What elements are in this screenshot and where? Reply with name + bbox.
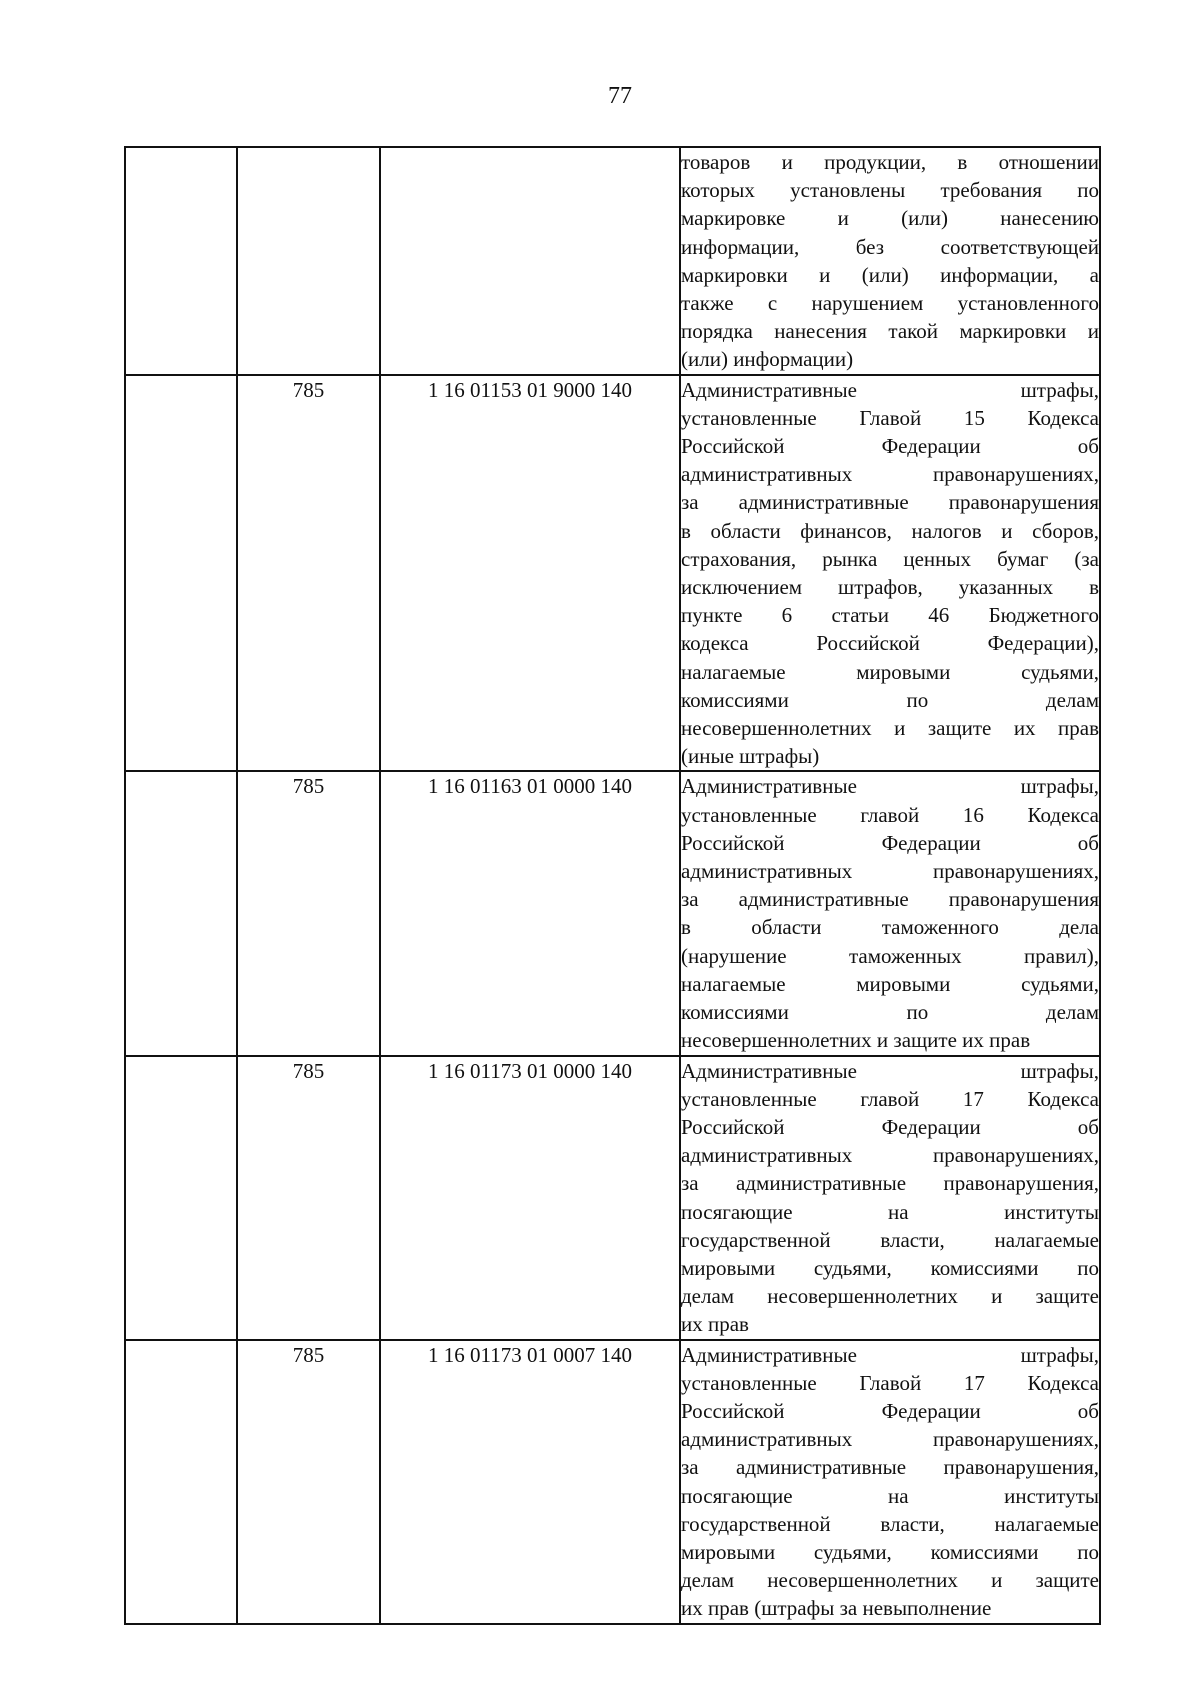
description-line: делам несовершеннолетних и защите — [681, 1568, 1099, 1593]
admin-code-cell: 785 — [237, 771, 380, 1055]
description-cell — [680, 771, 1100, 1055]
description-line: государственной власти, налагаемые — [681, 1227, 1099, 1252]
empty-cell — [125, 375, 237, 772]
description-line: мировыми судьями, комиссиями по — [681, 1539, 1099, 1564]
kbk-code-cell: 1 16 01173 01 0000 140 — [380, 1056, 680, 1340]
description-line: несовершеннолетних и защите их прав — [681, 1028, 1031, 1053]
description-line: маркировки и (или) информации, а — [681, 262, 1099, 287]
description-line: маркировке и (или) нанесению — [681, 206, 1099, 231]
description-line: за административные правонарушения — [681, 490, 1099, 515]
page-number: 77 — [608, 83, 632, 109]
description-line: за административные правонарушения, — [681, 1171, 1099, 1196]
description-line: комиссиями по делам — [681, 1000, 1099, 1025]
admin-code-cell: 785 — [237, 375, 380, 772]
kbk-code-cell: 1 16 01163 01 0000 140 — [380, 771, 680, 1055]
description-line: Российской Федерации об — [681, 434, 1099, 459]
empty-cell — [125, 1340, 237, 1624]
description-line: (иные штрафы) — [681, 744, 820, 769]
description-line: налагаемые мировыми судьями, — [681, 659, 1099, 684]
description-line: установленные главой 17 Кодекса — [681, 1086, 1099, 1111]
admin-code-cell: 785 — [237, 1340, 380, 1624]
description-line: кодекса Российской Федерации), — [681, 631, 1099, 656]
description-line: посягающие на институты — [681, 1199, 1099, 1224]
description-line: их прав — [681, 1312, 749, 1337]
description-line: товаров и продукции, в отношении — [681, 150, 1099, 174]
kbk-code-cell: 1 16 01153 01 9000 140 — [380, 375, 680, 772]
description-line: Российской Федерации об — [681, 1398, 1099, 1423]
description-cell — [680, 1340, 1100, 1624]
description-line: Административные штрафы, — [681, 1058, 1099, 1083]
description-line: в области финансов, налогов и сборов, — [681, 518, 1099, 543]
budget-classification-table — [124, 146, 1101, 1625]
description-line: установленные Главой 17 Кодекса — [681, 1370, 1099, 1395]
description-line: за административные правонарушения, — [681, 1455, 1099, 1480]
description-line: в области таможенного дела — [681, 915, 1099, 940]
table-row — [125, 1340, 1100, 1624]
description-line: (нарушение таможенных правил), — [681, 943, 1099, 968]
description-line: посягающие на институты — [681, 1483, 1099, 1508]
description-cell — [680, 1056, 1100, 1340]
table-row — [125, 147, 1100, 375]
description-line: государственной власти, налагаемые — [681, 1511, 1099, 1536]
description-cell — [680, 147, 1100, 375]
kbk-code-cell — [380, 147, 680, 375]
description-line: за административные правонарушения — [681, 887, 1099, 912]
description-line: Административные штрафы, — [681, 1342, 1099, 1367]
empty-cell — [125, 1056, 237, 1340]
description-line: установленные Главой 15 Кодекса — [681, 405, 1099, 430]
empty-cell — [125, 147, 237, 375]
description-line: исключением штрафов, указанных в — [681, 575, 1099, 600]
description-line: делам несовершеннолетних и защите — [681, 1284, 1099, 1309]
description-line: (или) информации) — [681, 347, 854, 372]
description-line: Административные штрафы, — [681, 774, 1099, 799]
description-line: информации, без соответствующей — [681, 234, 1099, 259]
description-line: административных правонарушениях, — [681, 1143, 1099, 1168]
description-line: пункте 6 статьи 46 Бюджетного — [681, 603, 1099, 628]
description-line: мировыми судьями, комиссиями по — [681, 1255, 1099, 1280]
description-line: административных правонарушениях, — [681, 1427, 1099, 1452]
kbk-code-cell: 1 16 01173 01 0007 140 — [380, 1340, 680, 1624]
description-line: Российской Федерации об — [681, 1114, 1099, 1139]
description-line: их прав (штрафы за невыполнение — [681, 1596, 992, 1621]
description-line: Российской Федерации об — [681, 830, 1099, 855]
empty-cell — [125, 771, 237, 1055]
admin-code-cell: 785 — [237, 1056, 380, 1340]
description-line: страхования, рынка ценных бумаг (за — [681, 546, 1099, 571]
description-line: которых установлены требования по — [681, 178, 1099, 203]
table-row — [125, 375, 1100, 772]
table-row — [125, 1056, 1100, 1340]
description-line: несовершеннолетних и защите их прав — [681, 716, 1099, 741]
admin-code-cell — [237, 147, 380, 375]
description-line: порядка нанесения такой маркировки и — [681, 319, 1099, 344]
description-line: административных правонарушениях, — [681, 462, 1099, 487]
table-row — [125, 771, 1100, 1055]
description-line: налагаемые мировыми судьями, — [681, 971, 1099, 996]
description-line: административных правонарушениях, — [681, 859, 1099, 884]
description-line: комиссиями по делам — [681, 687, 1099, 712]
description-line: Административные штрафы, — [681, 377, 1099, 402]
description-line: установленные главой 16 Кодекса — [681, 802, 1099, 827]
description-line: также с нарушением установленного — [681, 291, 1099, 316]
description-cell — [680, 375, 1100, 772]
